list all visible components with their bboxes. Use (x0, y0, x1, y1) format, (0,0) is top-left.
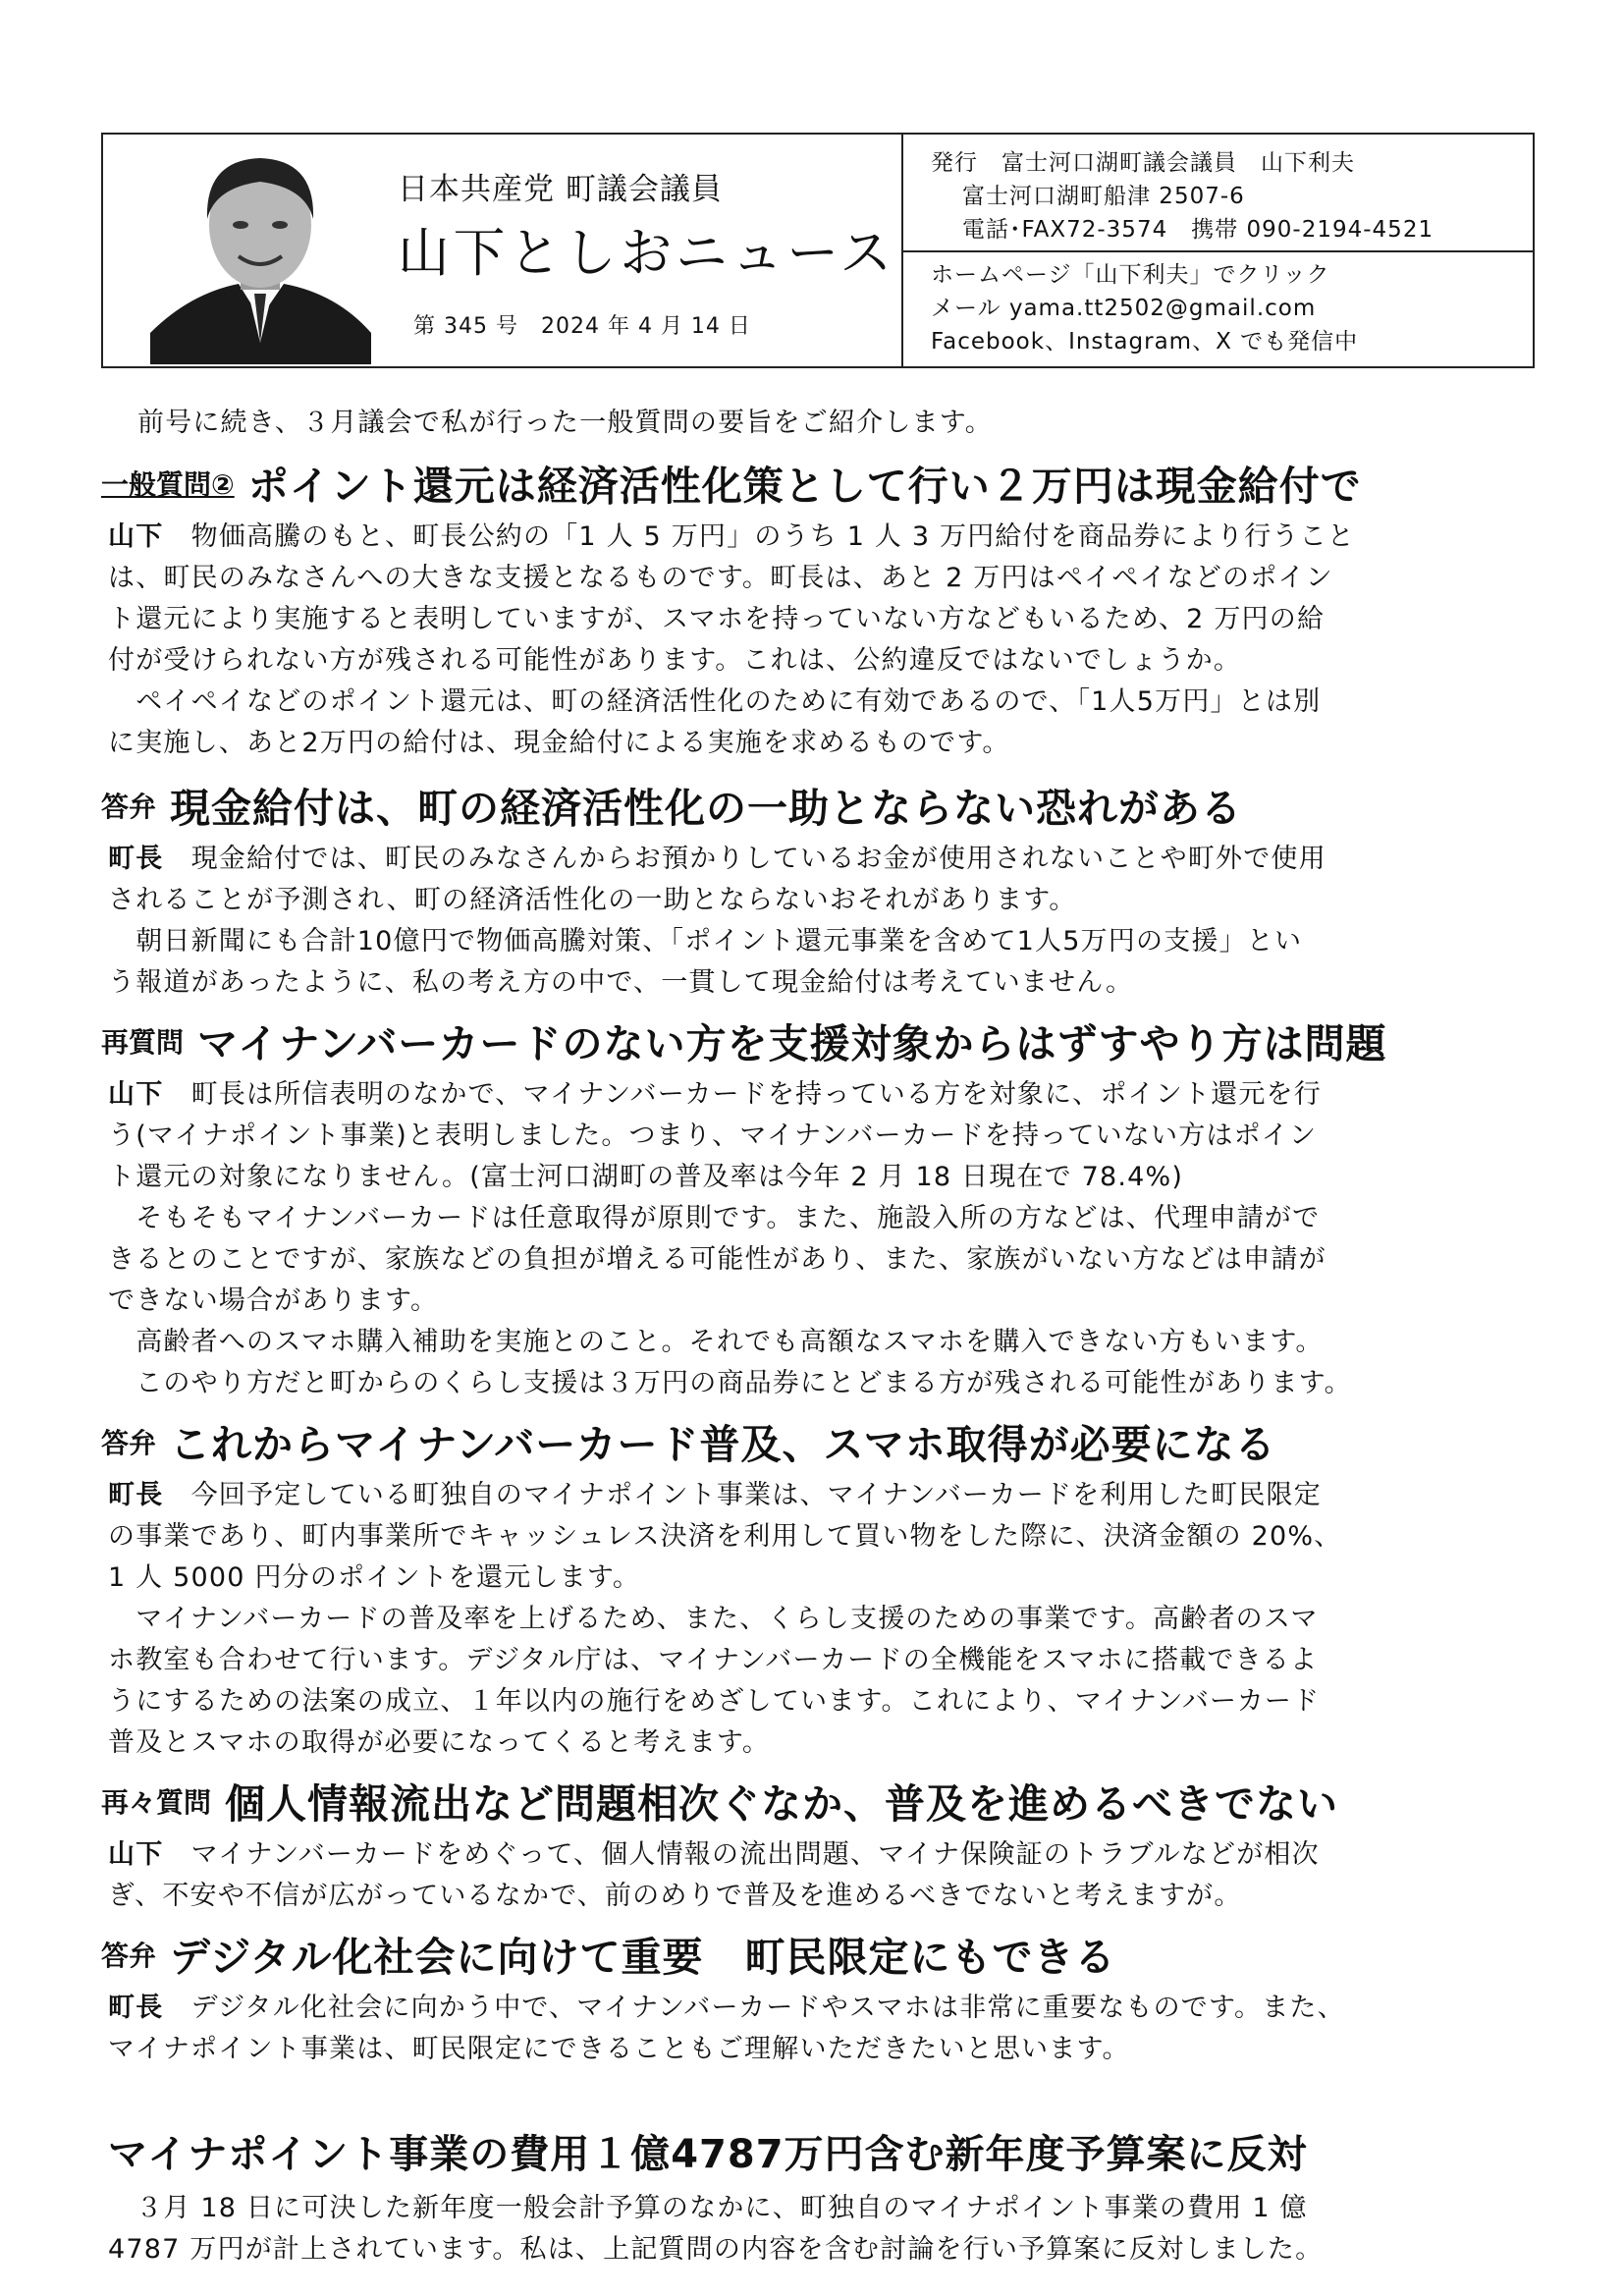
issue-number-date: 第 345 号 2024 年 4 月 14 日 (413, 314, 751, 339)
section-label: 答弁 (101, 1426, 157, 1459)
body-line: うにするための法案の成立、１年以内の施行をめざしています。これにより、マイナンバーカード (108, 1686, 1321, 1717)
body-line: 高齢者へのスマホ購入補助を実施とのこと。それでも高額なスマホを購入できない方もいます。 (108, 1327, 1324, 1357)
intro-text: 前号に続き、３月議会で私が行った一般質問の要旨をご紹介します。 (137, 408, 993, 438)
section-label: 再々質問 (101, 1785, 212, 1819)
section-title: ポイント還元は経済活性化策として行い２万円は現金給付で (247, 463, 1362, 510)
email-text: メール yama.tt2502@gmail.com (931, 296, 1317, 321)
body-line: う報道があったように、私の考え方の中で、一貫して現金給付は考えていません。 (108, 967, 1134, 998)
sns-text: Facebook、Instagram、X でも発信中 (931, 329, 1359, 355)
body-line: 町長 今回予定している町独自のマイナポイント事業は、マイナンバーカードを利用した町民限定 (108, 1480, 1322, 1510)
contact-box (903, 250, 1533, 366)
body-line: 付が受けられない方が残される可能性があります。これは、公約違反ではないでしょうか。 (108, 645, 1242, 676)
body-line: 山下 マイナンバーカードをめぐって、個人情報の流出問題、マイナ保険証のトラブルなどが相次 (108, 1839, 1320, 1870)
body-line: マイナポイント事業は、町民限定にできることもご理解いただきたいと思います。 (108, 2034, 1130, 2064)
section-heading (101, 776, 1242, 834)
section-heading (101, 454, 1362, 512)
speaker-label: 山下 (108, 521, 164, 552)
speaker-label: 町長 (108, 1480, 164, 1510)
body-line: 山下 物価高騰のもと、町長公約の「1 人 5 万円」のうち 1 人 3 万円給付を商品券により行うこと (108, 521, 1355, 552)
conclusion-line: ３月 18 日に可決した新年度一般会計予算のなかに、町独自のマイナポイント事業の費用 1 億 (108, 2193, 1308, 2223)
speaker-label: 山下 (108, 1839, 164, 1870)
body-line: このやり方だと町からのくらし支援は３万円の商品券にとどまる方が残される可能性があります。 (108, 1368, 1352, 1398)
body-line: 普及とスマホの取得が必要になってくると考えます。 (108, 1727, 771, 1758)
speaker-label: 山下 (108, 1079, 164, 1110)
speaker-label: 町長 (108, 1993, 164, 2023)
body-line: う(マイナポイント事業)と表明しました。つまり、マイナンバーカードを持っていない方はポイン (108, 1121, 1318, 1151)
publisher-phone: 電話･FAX72-3574 携帯 090-2194-4521 (962, 217, 1435, 243)
body-line: の事業であり、町内事業所でキャッシュレス決済を利用して買い物をした際に、決済金額の 20%、 (108, 1521, 1342, 1552)
section-heading (101, 1011, 1386, 1069)
body-line: できない場合があります。 (108, 1285, 439, 1316)
body-line: 町長 デジタル化社会に向かう中で、マイナンバーカードやスマホは非常に重要なものです。また、 (108, 1993, 1345, 2023)
body-line: そもそもマイナンバーカードは任意取得が原則です。また、施設入所の方などは、代理申請がで (108, 1203, 1321, 1233)
body-line: マイナンバーカードの普及率を上げるため、また、くらし支援のための事業です。高齢者のスマ (108, 1604, 1319, 1634)
speaker-label: 町長 (108, 844, 164, 874)
section-label: 一般質問② (101, 467, 235, 501)
section-heading (101, 1772, 1338, 1830)
masthead (101, 133, 1535, 368)
body-line: ぎ、不安や不信が広がっているなかで、前のめりで普及を進めるべきでないと考えますが。 (108, 1881, 1242, 1911)
publisher-box (903, 135, 1533, 252)
section-title: 個人情報流出など問題相次ぐなか、普及を進めるべきでない (225, 1780, 1339, 1828)
body-line: 1 人 5000 円分のポイントを還元します。 (108, 1562, 641, 1593)
conclusion-heading: マイナポイント事業の費用１億4787万円含む新年度予算案に反対 (108, 2132, 1308, 2177)
section-title: 現金給付は、町の経済活性化の一助とならない恐れがある (170, 785, 1243, 832)
body-line: ペイペイなどのポイント還元は、町の経済活性化のために有効であるので、「1人5万円」とは別 (108, 686, 1322, 717)
homepage-text: ホームページ「山下利夫」でクリック (931, 262, 1330, 288)
section-heading (101, 1412, 1276, 1470)
party-affiliation: 日本共産党 町議会議員 (398, 172, 723, 207)
newsletter-title: 山下としおニュース (398, 222, 896, 284)
publisher-line: 発行 富士河口湖町議会議員 山下利夫 (931, 150, 1355, 176)
body-line: されることが予測され、町の経済活性化の一助とならないおそれがあります。 (108, 885, 1077, 915)
masthead-left (103, 135, 903, 366)
body-line: は、町民のみなさんへの大きな支援となるものです。町長は、あと 2 万円はペイペイなどのポイン (108, 563, 1333, 593)
masthead-right (903, 135, 1533, 366)
section-label: 答弁 (101, 790, 157, 823)
section-heading (101, 1925, 1116, 1983)
section-title: これからマイナンバーカード普及、スマホ取得が必要になる (170, 1421, 1276, 1468)
councilor-portrait-photo (150, 146, 371, 364)
body-line: 町長 現金給付では、町民のみなさんからお預かりしているお金が使用されないことや町外で使用 (108, 844, 1326, 874)
body-line: きるとのことですが、家族などの負担が増える可能性があり、また、家族がいない方などは申請が (108, 1244, 1326, 1275)
body-line: 山下 町長は所信表明のなかで、マイナンバーカードを持っている方を対象に、ポイント還元を行 (108, 1079, 1322, 1110)
conclusion-line: 4787 万円が計上されています。私は、上記質問の内容を含む討論を行い予算案に反対しました。 (108, 2234, 1324, 2265)
section-label: 再質問 (101, 1025, 185, 1059)
body-line: に実施し、あと2万円の給付は、現金給付による実施を求めるものです。 (108, 728, 1010, 758)
body-line: ト還元により実施すると表明していますが、スマホを持っていない方などもいるため、2 万円の給 (108, 604, 1326, 634)
body-line: 朝日新聞にも合計10億円で物価高騰対策、「ポイント還元事業を含めて1人5万円の支援」とい (108, 926, 1303, 957)
body-line: ホ教室も合わせて行います。デジタル庁は、マイナンバーカードの全機能をスマホに搭載できるよ (108, 1645, 1319, 1675)
body-line: ト還元の対象になりません。(富士河口湖町の普及率は今年 2 月 18 日現在で 78.4%) (108, 1162, 1184, 1192)
publisher-address: 富士河口湖町船津 2507-6 (962, 184, 1245, 209)
section-label: 答弁 (101, 1939, 157, 1972)
section-title: マイナンバーカードのない方を支援対象からはずすやり方は問題 (197, 1020, 1387, 1067)
section-title: デジタル化社会に向けて重要 町民限定にもできる (170, 1934, 1116, 1981)
